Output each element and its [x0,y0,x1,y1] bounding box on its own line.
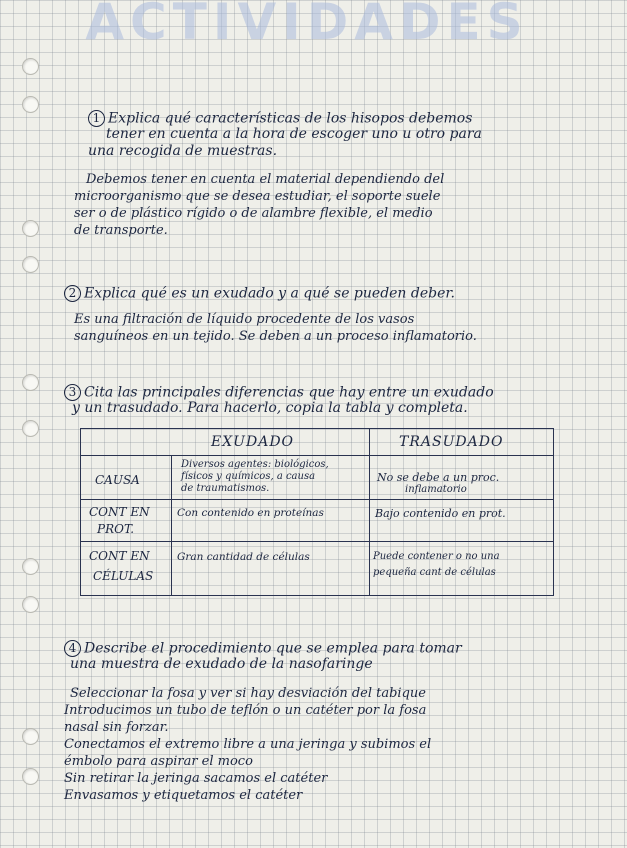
row-label-prot-line-2: PROT. [97,522,135,536]
q2-number: 2 [64,285,81,302]
q4-answer-line-3: nasal sin forzar. [64,720,169,735]
q2-answer-line-1: Es una filtración de líquido procedente de los vasos [74,312,415,327]
binder-hole [22,420,39,437]
q1-prompt-line-1: 1 Explica qué características de los hisopos debemos [88,110,472,127]
row-label-prot-line-1: CONT EN [89,505,150,519]
binder-hole [22,596,39,613]
binder-hole [22,768,39,785]
row-label-causa: CAUSA [95,473,140,487]
binder-hole [22,58,39,75]
table-divider [171,455,172,595]
q1-prompt-line-3: una recogida de muestras. [88,143,278,159]
q1-answer-line-2: microorganismo que se desea estudiar, el soporte suele [74,189,441,204]
cel-exudado: Gran cantidad de células [177,551,310,563]
q4-number: 4 [64,640,81,657]
cel-trasudado-line-1: Puede contener o no una [373,551,500,562]
binder-hole [22,374,39,391]
row-label-cel-line-2: CÉLULAS [93,569,154,583]
q4-prompt-line-1: 4 Describe el procedimiento que se emplea para tomar [64,640,462,657]
q4-prompt-line-2: una muestra de exudado de la nasofaringe [70,656,373,672]
causa-exudado-line-2: físicos y químicos, a causa [181,471,316,482]
binder-hole [22,96,39,113]
q4-answer-line-2: Introducimos un tubo de teflón o un catéter por la fosa [64,703,427,718]
binder-hole [22,558,39,575]
q1-answer-line-3: ser o de plástico rígido o de alambre flexible, el medio [74,206,433,221]
table-divider [369,429,370,595]
causa-trasudado-line-1: No se debe a un proc. [377,471,500,484]
q1-answer-line-1: Debemos tener en cuenta el material dependiendo del [86,172,445,187]
causa-exudado-line-3: de traumatismos. [181,483,270,494]
q1-answer-line-4: de transporte. [74,223,168,238]
causa-exudado-line-1: Diversos agentes: biológicos, [181,459,329,470]
prot-exudado: Con contenido en proteínas [177,507,324,519]
q4-answer-line-6: Sin retirar la jeringa sacamos el catéter [64,771,328,786]
causa-trasudado-line-2: inflamatorio [405,484,467,495]
q2-answer-line-2: sanguíneos en un tejido. Se deben a un proceso inflamatorio. [74,329,477,344]
q3-prompt-line-1: 3 Cita las principales diferencias que hay entre un exudado [64,384,494,401]
binder-hole [22,728,39,745]
q3-number: 3 [64,384,81,401]
header-exudado: EXUDADO [211,434,295,450]
q1-number: 1 [88,110,105,127]
binder-hole [22,220,39,237]
table-rule [81,499,553,500]
comparison-table [80,428,554,596]
row-label-cel-line-1: CONT EN [89,549,150,563]
q4-answer-line-7: Envasamos y etiquetamos el catéter [64,788,303,803]
q1-prompt-line-2: tener en cuenta a la hora de escoger uno u otro para [106,126,482,142]
table-rule [81,541,553,542]
table-rule [81,455,553,456]
prot-trasudado: Bajo contenido en prot. [375,507,506,520]
q2-prompt: 2 Explica qué es un exudado y a qué se pueden deber. [64,285,455,302]
q3-prompt-line-2: y un trasudado. Para hacerlo, copia la tabla y completa. [72,400,468,416]
q4-answer-line-4: Conectamos el extremo libre a una jeringa y subimos el [64,737,432,752]
header-trasudado: TRASUDADO [399,434,504,450]
cel-trasudado-line-2: pequeña cant de células [373,567,496,578]
q4-answer-line-1: Seleccionar la fosa y ver si hay desviación del tabique [70,686,426,701]
binder-hole [22,256,39,273]
q4-answer-line-5: émbolo para aspirar el moco [64,754,253,769]
binder-holes [22,0,42,848]
page-title: ACTIVIDADES [85,0,529,44]
